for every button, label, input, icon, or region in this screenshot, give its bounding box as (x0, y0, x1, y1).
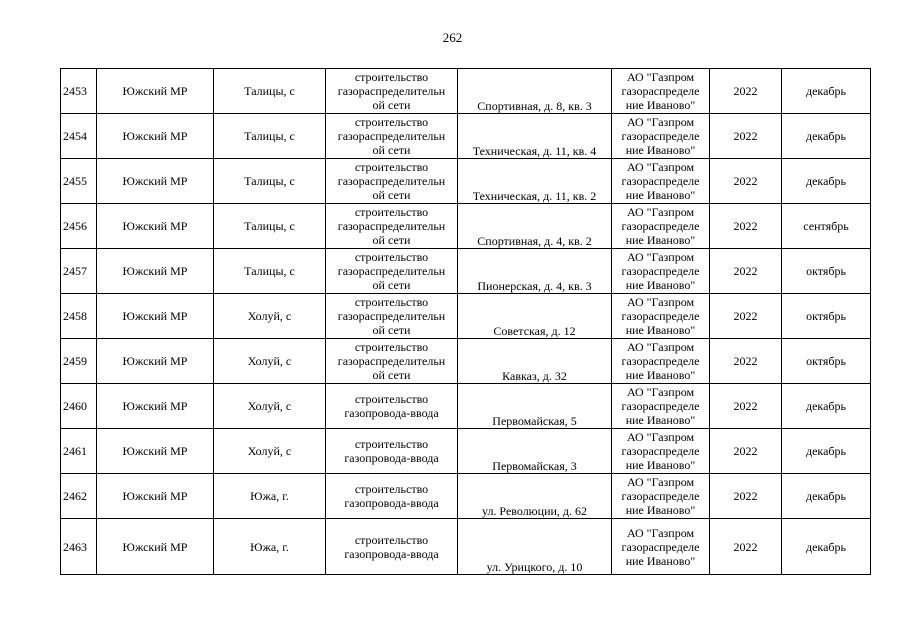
row-number-cell-text: 2457 (63, 264, 87, 278)
settlement-cell-text: Холуй, с (247, 354, 292, 368)
table-row (61, 69, 871, 114)
address-cell-text: Первомайская, 3 (492, 459, 577, 473)
month-cell (782, 249, 871, 294)
district-cell (97, 339, 214, 384)
year-cell-text: 2022 (733, 309, 758, 323)
settlement-cell-text: Талицы, с (244, 264, 295, 278)
settlement-cell (214, 114, 326, 159)
district-cell-text: Южский МР (122, 539, 188, 554)
year-cell-text: 2022 (733, 489, 758, 503)
row-number-cell (61, 519, 97, 575)
row-number-cell-text: 2458 (63, 309, 87, 323)
organization-cell (612, 69, 710, 114)
month-cell (782, 519, 871, 575)
settlement-cell-text: Холуй, с (247, 399, 292, 413)
month-cell (782, 114, 871, 159)
district-cell (97, 204, 214, 249)
address-cell-text: ул. Революции, д. 62 (481, 504, 588, 518)
work-type-cell (326, 384, 458, 429)
year-cell (710, 114, 782, 159)
district-cell-text: Южский МР (122, 489, 188, 503)
address-cell-text: Советская, д. 12 (493, 324, 576, 338)
month-cell-text: октябрь (806, 264, 846, 278)
table-body (61, 69, 871, 575)
year-cell-text: 2022 (733, 84, 758, 98)
district-cell-text: Южский МР (122, 129, 188, 143)
year-cell-text: 2022 (733, 219, 758, 233)
table-row (61, 474, 871, 519)
settlement-cell (214, 249, 326, 294)
table-row (61, 294, 871, 339)
page-number: 262 (442, 30, 463, 45)
work-type-cell-text: строительство газораспределительн ой сети (337, 115, 446, 157)
district-cell (97, 474, 214, 519)
month-cell (782, 294, 871, 339)
year-cell (710, 474, 782, 519)
work-type-cell-text: строительство газораспределительн ой сети (337, 70, 446, 112)
organization-cell (612, 339, 710, 384)
district-cell-text: Южский МР (122, 84, 188, 98)
settlement-cell (214, 204, 326, 249)
row-number-cell-text: 2460 (63, 399, 87, 413)
organization-cell-text: АО "Газпром газораспределе ние Иваново" (621, 250, 700, 292)
settlement-cell-text: Талицы, с (244, 129, 295, 143)
district-cell-text: Южский МР (122, 354, 188, 368)
work-type-cell (326, 474, 458, 519)
year-cell-text: 2022 (733, 539, 758, 554)
row-number-cell-text: 2453 (63, 84, 87, 98)
settlement-cell-text: Холуй, с (247, 309, 292, 323)
organization-cell-text: АО "Газпром газораспределе ние Иваново" (621, 525, 700, 568)
row-number-cell-text: 2454 (63, 129, 87, 143)
row-number-cell-text: 2456 (63, 219, 87, 233)
year-cell-text: 2022 (733, 174, 758, 188)
settlement-cell-text: Холуй, с (247, 444, 292, 458)
settlement-cell-text: Южа, г. (250, 489, 289, 503)
address-cell (458, 69, 612, 114)
month-cell-text: декабрь (806, 444, 846, 458)
organization-cell (612, 429, 710, 474)
month-cell-text: декабрь (806, 129, 846, 143)
district-cell-text: Южский МР (122, 264, 188, 278)
month-cell (782, 339, 871, 384)
settlement-cell-text: Талицы, с (244, 219, 295, 233)
settlement-cell (214, 294, 326, 339)
month-cell (782, 429, 871, 474)
settlement-cell (214, 339, 326, 384)
row-number-cell-text: 2463 (63, 539, 87, 554)
table-row (61, 339, 871, 384)
address-cell (458, 249, 612, 294)
address-cell (458, 159, 612, 204)
organization-cell-text: АО "Газпром газораспределе ние Иваново" (621, 430, 700, 472)
row-number-cell (61, 429, 97, 474)
settlement-cell-text: Талицы, с (244, 84, 295, 98)
gasification-table (60, 68, 871, 575)
month-cell-text: декабрь (806, 84, 846, 98)
month-cell-text: декабрь (806, 539, 846, 554)
district-cell-text: Южский МР (122, 399, 188, 413)
row-number-cell (61, 384, 97, 429)
month-cell (782, 384, 871, 429)
work-type-cell-text: строительство газопровода-ввода (344, 532, 439, 561)
month-cell-text: декабрь (806, 489, 846, 503)
year-cell (710, 69, 782, 114)
year-cell (710, 294, 782, 339)
district-cell-text: Южский МР (122, 219, 188, 233)
table-row (61, 519, 871, 575)
row-number-cell (61, 294, 97, 339)
month-cell-text: октябрь (806, 354, 846, 368)
organization-cell-text: АО "Газпром газораспределе ние Иваново" (621, 115, 700, 157)
year-cell (710, 384, 782, 429)
organization-cell-text: АО "Газпром газораспределе ние Иваново" (621, 340, 700, 382)
row-number-cell (61, 204, 97, 249)
district-cell (97, 519, 214, 575)
table-row (61, 114, 871, 159)
address-cell (458, 474, 612, 519)
district-cell (97, 69, 214, 114)
row-number-cell-text: 2455 (63, 174, 87, 188)
work-type-cell-text: строительство газораспределительн ой сети (337, 340, 446, 382)
organization-cell (612, 384, 710, 429)
district-cell-text: Южский МР (122, 444, 188, 458)
address-cell (458, 339, 612, 384)
address-cell-text: ул. Урицкого, д. 10 (486, 560, 583, 574)
work-type-cell (326, 249, 458, 294)
organization-cell (612, 474, 710, 519)
organization-cell-text: АО "Газпром газораспределе ние Иваново" (621, 475, 700, 517)
year-cell (710, 204, 782, 249)
address-cell (458, 294, 612, 339)
work-type-cell-text: строительство газопровода-ввода (344, 437, 439, 465)
settlement-cell (214, 519, 326, 575)
row-number-cell (61, 69, 97, 114)
district-cell (97, 384, 214, 429)
work-type-cell-text: строительство газораспределительн ой сети (337, 205, 446, 247)
table-row (61, 249, 871, 294)
district-cell (97, 114, 214, 159)
row-number-cell (61, 339, 97, 384)
table-row (61, 204, 871, 249)
row-number-cell (61, 249, 97, 294)
row-number-cell-text: 2461 (63, 444, 87, 458)
address-cell (458, 204, 612, 249)
organization-cell (612, 159, 710, 204)
organization-cell-text: АО "Газпром газораспределе ние Иваново" (621, 385, 700, 427)
work-type-cell (326, 69, 458, 114)
month-cell (782, 69, 871, 114)
year-cell (710, 339, 782, 384)
organization-cell-text: АО "Газпром газораспределе ние Иваново" (621, 160, 700, 202)
address-cell (458, 384, 612, 429)
work-type-cell (326, 429, 458, 474)
work-type-cell (326, 339, 458, 384)
settlement-cell (214, 69, 326, 114)
work-type-cell (326, 204, 458, 249)
table-row (61, 429, 871, 474)
row-number-cell-text: 2459 (63, 354, 87, 368)
month-cell (782, 474, 871, 519)
month-cell (782, 159, 871, 204)
address-cell-text: Первомайская, 5 (492, 414, 577, 428)
address-cell-text: Техническая, д. 11, кв. 4 (472, 144, 597, 158)
row-number-cell (61, 159, 97, 204)
work-type-cell-text: строительство газораспределительн ой сети (337, 160, 446, 202)
settlement-cell (214, 474, 326, 519)
organization-cell-text: АО "Газпром газораспределе ние Иваново" (621, 295, 700, 337)
address-cell-text: Техническая, д. 11, кв. 2 (472, 189, 597, 203)
organization-cell (612, 204, 710, 249)
settlement-cell (214, 429, 326, 474)
work-type-cell (326, 519, 458, 575)
year-cell-text: 2022 (733, 444, 758, 458)
table-row (61, 159, 871, 204)
district-cell-text: Южский МР (122, 174, 188, 188)
year-cell-text: 2022 (733, 264, 758, 278)
work-type-cell (326, 294, 458, 339)
work-type-cell (326, 114, 458, 159)
address-cell-text: Кавказ, д. 32 (502, 369, 567, 383)
work-type-cell-text: строительство газопровода-ввода (344, 482, 439, 510)
month-cell (782, 204, 871, 249)
organization-cell (612, 294, 710, 339)
district-cell-text: Южский МР (122, 309, 188, 323)
year-cell (710, 159, 782, 204)
address-cell-text: Спортивная, д. 8, кв. 3 (477, 99, 592, 113)
year-cell (710, 429, 782, 474)
settlement-cell-text: Южа, г. (250, 539, 289, 554)
address-cell (458, 114, 612, 159)
address-cell (458, 429, 612, 474)
district-cell (97, 159, 214, 204)
row-number-cell-text: 2462 (63, 489, 87, 503)
table-row (61, 384, 871, 429)
address-cell-text: Спортивная, д. 4, кв. 2 (477, 234, 592, 248)
settlement-cell-text: Талицы, с (244, 174, 295, 188)
organization-cell (612, 249, 710, 294)
year-cell-text: 2022 (733, 354, 758, 368)
work-type-cell-text: строительство газопровода-ввода (344, 392, 439, 420)
month-cell-text: октябрь (806, 309, 846, 323)
year-cell (710, 519, 782, 575)
address-cell (458, 519, 612, 575)
address-cell-text: Пионерская, д. 4, кв. 3 (477, 279, 592, 293)
district-cell (97, 429, 214, 474)
work-type-cell-text: строительство газораспределительн ой сети (337, 295, 446, 337)
organization-cell-text: АО "Газпром газораспределе ние Иваново" (621, 70, 700, 112)
month-cell-text: сентябрь (803, 219, 849, 233)
month-cell-text: декабрь (806, 399, 846, 413)
organization-cell (612, 519, 710, 575)
year-cell (710, 249, 782, 294)
district-cell (97, 294, 214, 339)
settlement-cell (214, 159, 326, 204)
month-cell-text: декабрь (806, 174, 846, 188)
organization-cell-text: АО "Газпром газораспределе ние Иваново" (621, 205, 700, 247)
year-cell-text: 2022 (733, 399, 758, 413)
work-type-cell (326, 159, 458, 204)
year-cell-text: 2022 (733, 129, 758, 143)
settlement-cell (214, 384, 326, 429)
row-number-cell (61, 114, 97, 159)
district-cell (97, 249, 214, 294)
row-number-cell (61, 474, 97, 519)
organization-cell (612, 114, 710, 159)
work-type-cell-text: строительство газораспределительн ой сети (337, 250, 446, 292)
